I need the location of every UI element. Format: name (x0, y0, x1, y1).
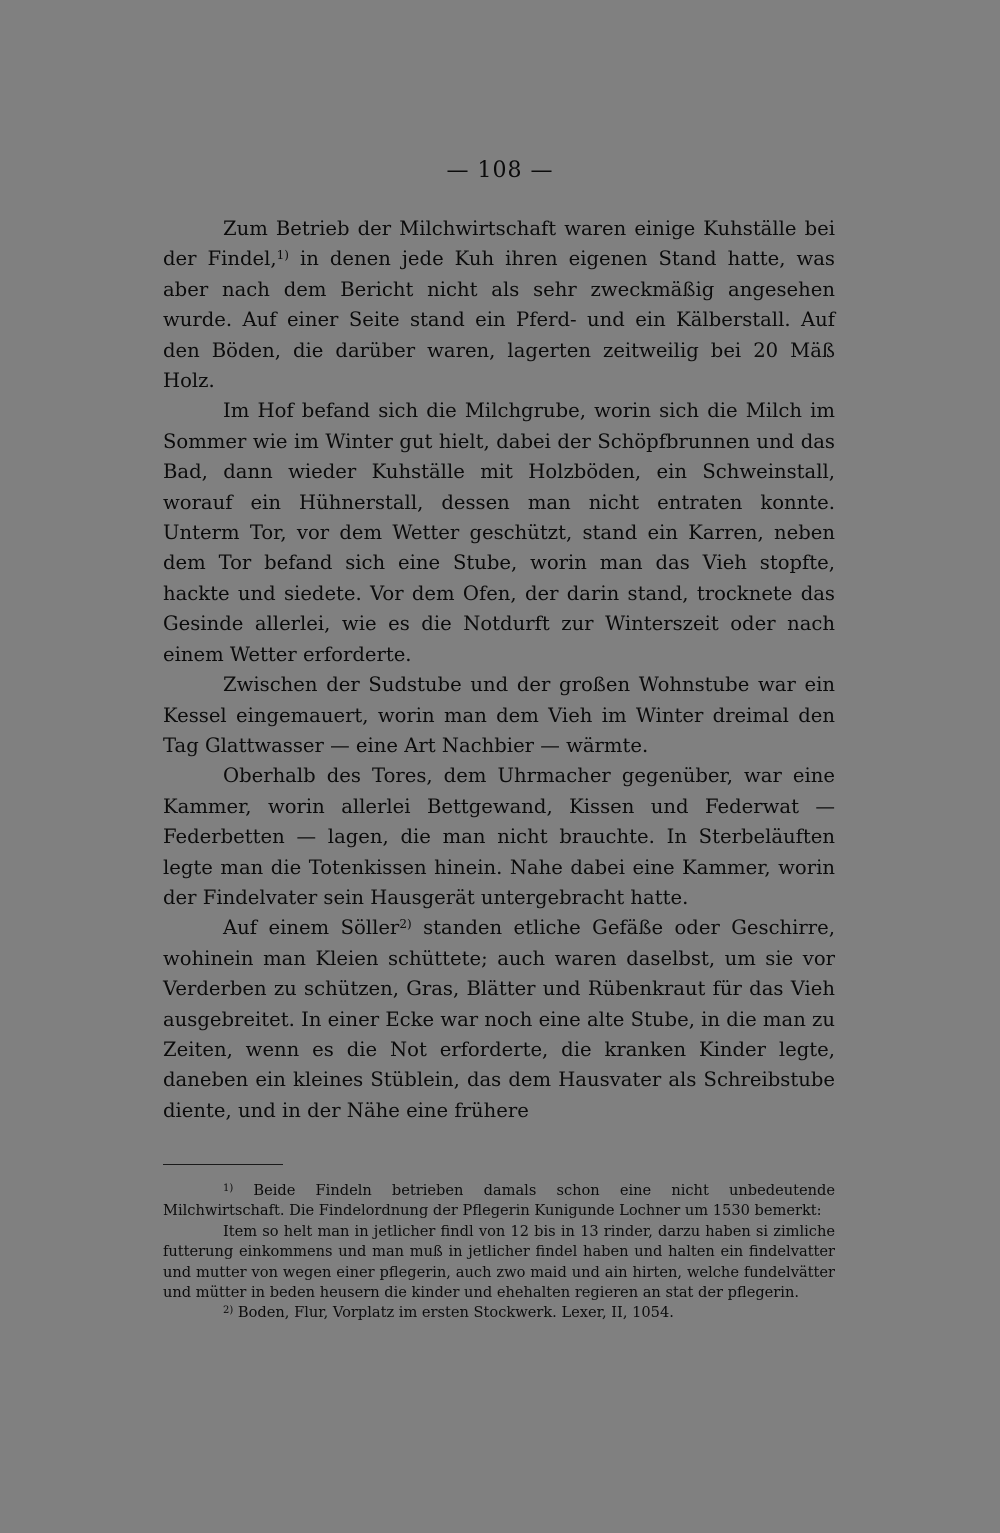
footnote-1 (163, 1181, 835, 1222)
paragraph-3: Zwischen der Sudstube und der großen Wohnstube war ein Kessel eingemauert, worin man dem Vieh im Winter dreimal den Tag Glattwasser — eine Art Nachbier — wärmte. (163, 673, 835, 757)
footnote-2-text: Boden, Flur, Vorplatz im ersten Stockwerk. Lexer, II, 1054. (233, 1304, 674, 1322)
paragraph-1-text-b: in denen jede Kuh ihren eigenen Stand hatte, was aber nach dem Bericht nicht als sehr zweckmäßig angesehen wurde. Auf einer Seite stand ein Pferd- und ein Kälberstall. Auf den Böden, die darüber waren, lagerten zeitweilig bei 20 Mäß Holz. (163, 247, 835, 393)
paragraph-1-text-a: Zum Betrieb der Milchwirtschaft waren einige Kuhställe bei der Findel, (163, 217, 835, 271)
paragraph-4: Oberhalb des Tores, dem Uhrmacher gegenüber, war eine Kammer, worin allerlei Bettgewand, Kissen und Federwat — Federbetten — lagen, die man nicht brauchte. In Sterbeläuften legte man die Totenkissen hinein. Nahe dabei eine Kammer, worin der Findelvater sein Hausgerät untergebracht hatte. (163, 764, 835, 909)
page-number: — 108 — (446, 158, 554, 183)
footnote-2 (163, 1303, 835, 1323)
footnotes (163, 1181, 835, 1324)
footnote-1-quote: Item so helt man in jetlicher findl von 12 bis in 13 rinder, darzu haben si zimliche futterung einkommens und man muß in jetlicher findel haben und halten ein findelvatter und mutter von wegen einer pflegerin, auch zwo maid und ain hirten, welche fundelvätter und mütter in beden heusern die kinder und ehehalten regieren an stat der pflegerin. (163, 1222, 835, 1302)
paragraph-1 (163, 214, 835, 396)
body-text (163, 214, 835, 1126)
paragraph-5 (163, 913, 835, 1126)
footnote-ref-1: 1) (276, 248, 289, 263)
paragraph-5-text-a: Auf einem Söller (223, 916, 400, 940)
footnote-2-mark: 2) (223, 1305, 234, 1317)
footnote-divider (163, 1164, 283, 1165)
paragraph-5-text-b: standen etliche Gefäße oder Geschirre, wohinein man Kleien schüttete; auch waren daselbst, um sie vor Verderben zu schützen, Gras, Blätter und Rübenkraut für das Vieh ausgebreitet. In einer Ecke war noch eine alte Stube, in die man zu Zeiten, wenn es die Not erforderte, die kranken Kinder legte, daneben ein kleines Stüblein, das dem Hausvater als Schreibstube diente, und in der Nähe eine frühere (163, 916, 835, 1122)
paragraph-2: Im Hof befand sich die Milchgrube, worin sich die Milch im Sommer wie im Winter gut hielt, dabei der Schöpfbrunnen und das Bad, dann wieder Kuhställe mit Holzböden, ein Schweinstall, worauf ein Hühnerstall, dessen man nicht entraten konnte. Unterm Tor, vor dem Wetter geschützt, stand ein Karren, neben dem Tor befand sich eine Stube, worin man das Vieh stopfte, hackte und siedete. Vor dem Ofen, der darin stand, trocknete das Gesinde allerlei, wie es die Notdurft zur Winterszeit oder nach einem Wetter erforderte. (163, 399, 835, 666)
footnote-1-text: Beide Findeln betrieben damals schon eine nicht unbedeutende Milchwirtschaft. Die Findelordnung der Pflegerin Kunigunde Lochner um 1530 bemerkt: (163, 1182, 835, 1220)
footnote-1-mark: 1) (223, 1183, 234, 1194)
footnote-ref-2: 2) (399, 917, 412, 932)
